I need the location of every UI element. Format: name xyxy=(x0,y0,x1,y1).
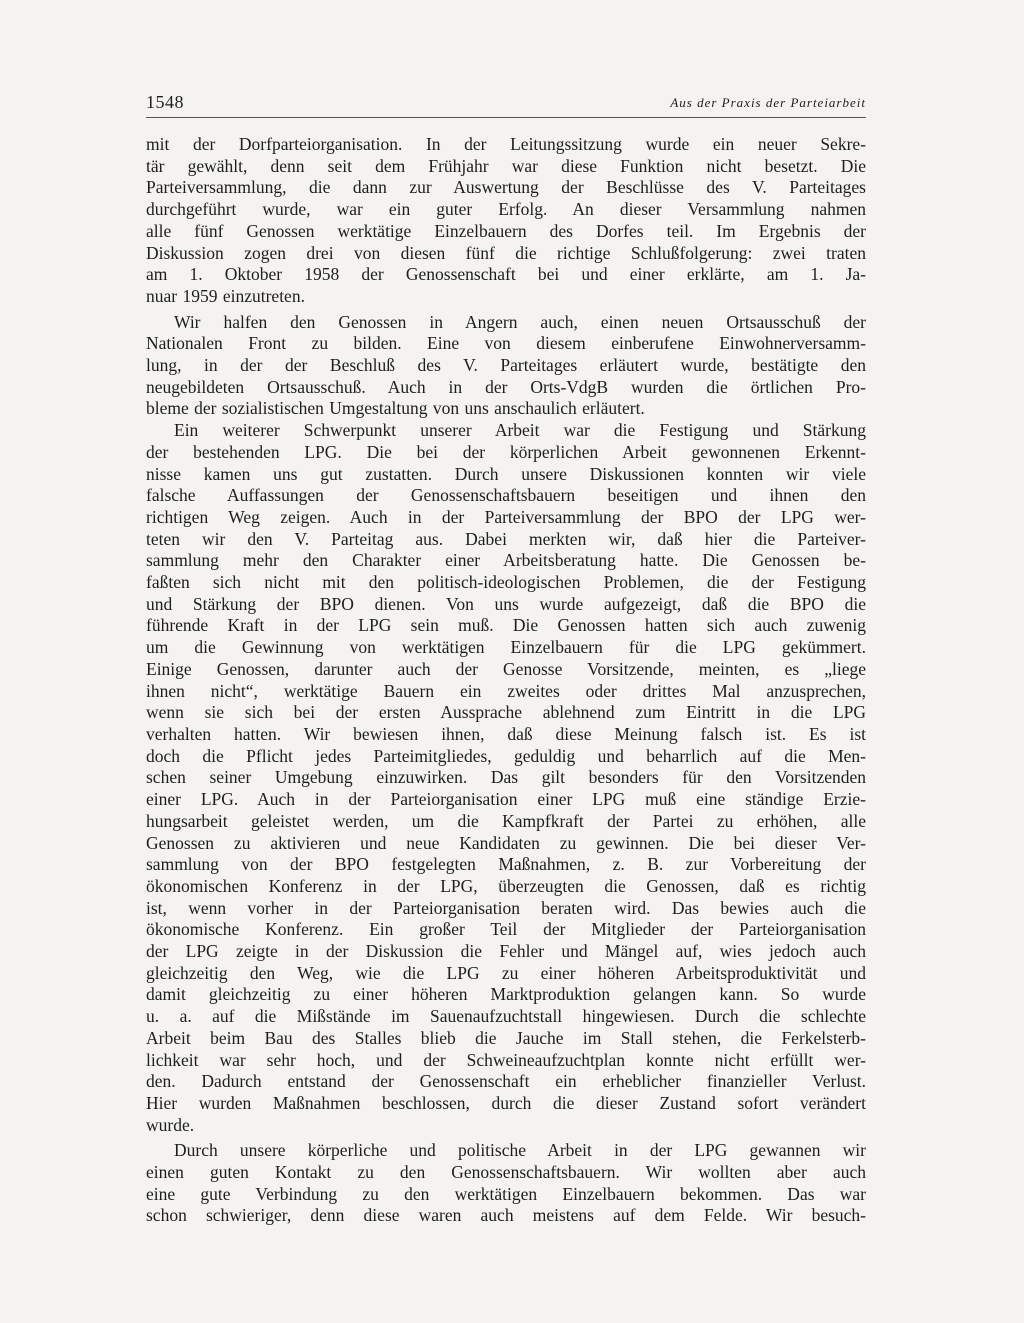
text-line: damit gleichzeitig zu einer höheren Marktproduktion gelangen kann. So wurde xyxy=(146,984,866,1005)
body-text xyxy=(146,134,866,1227)
text-line: neugebildeten Ortsausschuß. Auch in der Orts-VdgB wurden die örtlichen Pro- xyxy=(146,376,866,397)
running-head: Aus der Praxis der Parteiarbeit xyxy=(670,95,866,110)
text-line: Nationalen Front zu bilden. Eine von diesem einberufene Einwohnerversamm- xyxy=(146,333,866,354)
paragraph xyxy=(146,1140,866,1227)
text-line: ist, wenn vorher in der Parteiorganisation beraten wird. Das bewies auch die xyxy=(146,897,866,918)
text-line: nisse kamen uns gut zustatten. Durch unsere Diskussionen konnten wir viele xyxy=(146,463,866,484)
text-line: falsche Auffassungen der Genossenschaftsbauern beseitigen und ihnen den xyxy=(146,485,866,506)
text-line: Wir halfen den Genossen in Angern auch, einen neuen Ortsausschuß der xyxy=(174,311,866,332)
text-line: verhalten hatten. Wir bewiesen ihnen, daß diese Meinung falsch ist. Es ist xyxy=(146,723,866,744)
text-line: um die Gewinnung von werktätigen Einzelbauern für die LPG gekümmert. xyxy=(146,637,866,658)
text-line: Hier wurden Maßnahmen beschlossen, durch die dieser Zustand sofort verändert xyxy=(146,1092,866,1113)
text-line: sammlung mehr den Charakter einer Arbeitsberatung hatte. Die Genossen be- xyxy=(146,550,866,571)
text-line: ökonomische Konferenz. Ein großer Teil der Mitglieder der Parteiorganisation xyxy=(146,919,866,940)
text-line: durchgeführt wurde, war ein guter Erfolg. An dieser Versammlung nahmen xyxy=(146,199,866,220)
text-line: führende Kraft in der LPG sein muß. Die Genossen hatten sich auch zuwenig xyxy=(146,615,866,636)
paragraph xyxy=(146,420,866,1136)
text-line: gleichzeitig den Weg, wie die LPG zu einer höheren Arbeitsproduktivität und xyxy=(146,962,866,983)
text-line: tär gewählt, denn seit dem Frühjahr war diese Funktion nicht besetzt. Die xyxy=(146,155,866,176)
text-line: Einige Genossen, darunter auch der Genosse Vorsitzende, meinten, es „liege xyxy=(146,658,866,679)
text-line: schen seiner Umgebung einzuwirken. Das gilt besonders für den Vorsitzenden xyxy=(146,767,866,788)
page-header xyxy=(146,92,866,116)
text-line: lung, in der der Beschluß des V. Parteitages erläutert wurde, bestätigte den xyxy=(146,355,866,376)
text-line: Durch unsere körperliche und politische Arbeit in der LPG gewannen wir xyxy=(174,1140,866,1161)
paragraph xyxy=(146,134,866,308)
header-rule xyxy=(146,117,866,118)
text-line: einen guten Kontakt zu den Genossenschaftsbauern. Wir wollten aber auch xyxy=(146,1162,866,1183)
text-line: und Stärkung der BPO dienen. Von uns wurde aufgezeigt, daß die BPO die xyxy=(146,593,866,614)
text-line: einer LPG. Auch in der Parteiorganisation einer LPG muß eine ständige Erzie- xyxy=(146,789,866,810)
paragraph xyxy=(146,312,866,421)
text-line: wurde. xyxy=(146,1114,195,1135)
text-line: Genossen zu aktivieren und neue Kandidaten zu gewinnen. Die bei dieser Ver- xyxy=(146,832,866,853)
page-number: 1548 xyxy=(146,92,184,112)
text-line: lichkeit war sehr hoch, und der Schweineaufzuchtplan konnte nicht erfüllt wer- xyxy=(146,1049,866,1070)
text-line: ihnen nicht“, werktätige Bauern ein zweites oder drittes Mal anzusprechen, xyxy=(146,680,866,701)
text-line: sammlung von der BPO festgelegten Maßnahmen, z. B. zur Vorbereitung der xyxy=(146,854,866,875)
text-line: der LPG zeigte in der Diskussion die Fehler und Mängel auf, wies jedoch auch xyxy=(146,941,866,962)
text-line: am 1. Oktober 1958 der Genossenschaft bei und einer erklärte, am 1. Ja- xyxy=(146,264,866,285)
text-line: Arbeit beim Bau des Stalles blieb die Jauche im Stall stehen, die Ferkelsterb- xyxy=(146,1027,866,1048)
text-line: den. Dadurch entstand der Genossenschaft ein erheblicher finanzieller Verlust. xyxy=(146,1071,866,1092)
text-line: Parteiversammlung, die dann zur Auswertung der Beschlüsse des V. Parteitages xyxy=(146,177,866,198)
text-line: doch die Pflicht jedes Parteimitgliedes, geduldig und beharrlich auf die Men- xyxy=(146,745,866,766)
text-line: hungsarbeit geleistet werden, um die Kampfkraft der Partei zu erhöhen, alle xyxy=(146,810,866,831)
text-line: nuar 1959 einzutreten. xyxy=(146,285,305,306)
text-line: wenn sie sich bei der ersten Aussprache ablehnend zum Eintritt in die LPG xyxy=(146,702,866,723)
text-line: eine gute Verbindung zu den werktätigen Einzelbauern bekommen. Das war xyxy=(146,1183,866,1204)
text-line: Ein weiterer Schwerpunkt unserer Arbeit war die Festigung und Stärkung xyxy=(174,420,866,441)
text-line: schon schwieriger, denn diese waren auch meistens auf dem Felde. Wir besuch- xyxy=(146,1205,866,1226)
text-line: Diskussion zogen drei von diesen fünf die richtige Schlußfolgerung: zwei traten xyxy=(146,242,866,263)
text-line: der bestehenden LPG. Die bei der körperlichen Arbeit gewonnenen Erkennt- xyxy=(146,441,866,462)
text-line: bleme der sozialistischen Umgestaltung von uns anschaulich erläutert. xyxy=(146,398,645,419)
text-line: alle fünf Genossen werktätige Einzelbauern des Dorfes teil. Im Ergebnis der xyxy=(146,220,866,241)
text-line: u. a. auf die Mißstände im Sauenaufzuchtstall hingewiesen. Durch die schlechte xyxy=(146,1006,866,1027)
text-line: mit der Dorfparteiorganisation. In der Leitungssitzung wurde ein neuer Sekre- xyxy=(146,134,866,154)
text-line: richtigen Weg zeigen. Auch in der Parteiversammlung der BPO der LPG wer- xyxy=(146,506,866,527)
text-line: faßten sich nicht mit den politisch-ideologischen Problemen, die der Festigung xyxy=(146,572,866,593)
text-line: ökonomischen Konferenz in der LPG, überzeugten die Genossen, daß es richtig xyxy=(146,875,866,896)
text-line: teten wir den V. Parteitag aus. Dabei merkten wir, daß hier die Parteiver- xyxy=(146,528,866,549)
